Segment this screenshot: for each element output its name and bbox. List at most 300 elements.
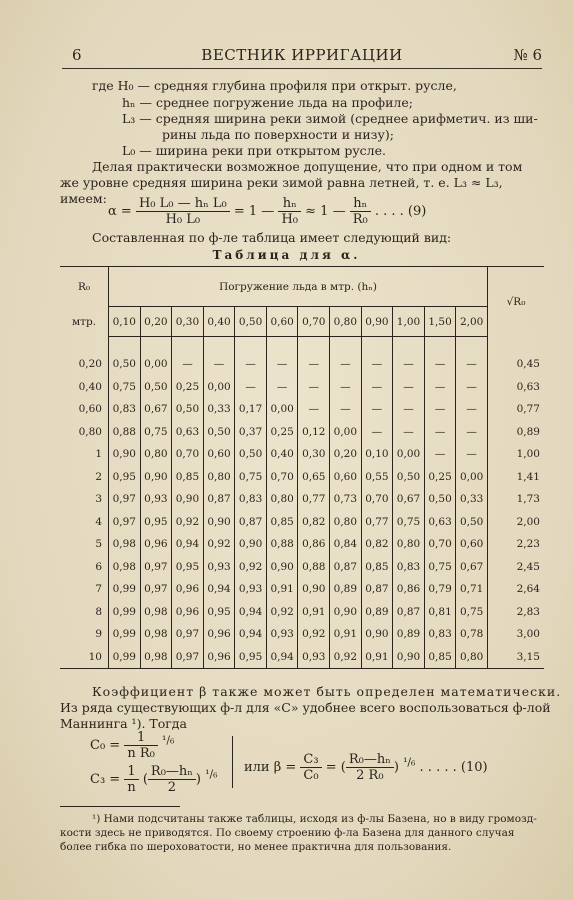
def-continuation: рины льда по поверхности и низу);: [162, 127, 394, 142]
numerator: hₙ: [350, 196, 371, 212]
table-row: [60, 511, 544, 534]
table-cell: 0,10: [361, 443, 393, 466]
column-header: 0,60: [266, 307, 298, 337]
table-row: [60, 556, 544, 579]
table-cell: 0,83: [424, 623, 456, 646]
def-dash: —: [139, 143, 152, 158]
table-cell: 0,80: [203, 466, 235, 489]
table-cell: 0,98: [140, 623, 172, 646]
fraction: [148, 764, 196, 795]
table-cell: 0,50: [393, 466, 425, 489]
row-r0: 3: [60, 488, 109, 511]
table-cell: 0,86: [298, 533, 330, 556]
table-cell: —: [361, 376, 393, 399]
text-line: Коэффициент β также может быть определен математически.: [92, 684, 562, 699]
table-cell: 0,89: [330, 578, 362, 601]
table-cell: 0,75: [456, 601, 488, 624]
table-cell: 0,92: [172, 511, 204, 534]
table-row: [60, 353, 544, 376]
def-symbol: L₀: [122, 143, 136, 158]
table-cell: 0,50: [456, 511, 488, 534]
fraction: [124, 730, 158, 761]
formula-lhs: α =: [108, 204, 132, 219]
table-body: [60, 267, 544, 669]
table-row: [60, 533, 544, 556]
formula-c3: C₃ = $\frac{1}{n}$ ( $\frac{\text{R₀—hₙ}}{2}$ ) $^{^1/_6}$: [90, 764, 218, 795]
table-cell: 0,90: [361, 623, 393, 646]
table-cell: 0,87: [330, 556, 362, 579]
table-cell: 0,50: [424, 488, 456, 511]
table-cell: 0,94: [266, 646, 298, 669]
table-cell: 0,60: [330, 466, 362, 489]
table-cell: —: [361, 398, 393, 421]
table-cell: 0,98: [140, 646, 172, 669]
table-cell: 0,33: [456, 488, 488, 511]
table-cell: 0,94: [235, 601, 267, 624]
row-root: 1,73: [516, 493, 540, 506]
table-cell: —: [361, 421, 393, 444]
text-line: Из ряда существующих ф-л для «C» удобнее всего воспользоваться ф-лой: [60, 700, 551, 715]
table-cell: 0,98: [109, 533, 141, 556]
table-row: [60, 443, 544, 466]
table-cell: 0,80: [393, 533, 425, 556]
table-cell: 0,70: [361, 488, 393, 511]
denominator: n: [127, 780, 136, 795]
table-cell: 0,96: [203, 623, 235, 646]
table-cell: 0,73: [330, 488, 362, 511]
table-cell: —: [456, 421, 488, 444]
table-cell: —: [330, 398, 362, 421]
equation-number: . . . . . (10): [419, 760, 488, 775]
table-cell: 0,93: [266, 623, 298, 646]
row-r0: 5: [60, 533, 109, 556]
table-cell: 0,97: [172, 623, 204, 646]
footnote-line: ¹) Нами подсчитаны также таблицы, исходя из ф-лы Базена, но в виду громозд-: [92, 813, 537, 825]
table-cell: 0,60: [456, 533, 488, 556]
table-cell: 0,95: [203, 601, 235, 624]
table-cell: 0,94: [203, 578, 235, 601]
table-cell: 0,77: [361, 511, 393, 534]
row-r0: 6: [60, 556, 109, 579]
text-line: имеем:: [60, 191, 107, 206]
table-cell: 0,55: [361, 466, 393, 489]
formula-separator: [232, 736, 233, 788]
table-cell: 0,84: [330, 533, 362, 556]
table-cell: —: [330, 353, 362, 376]
table-cell: 0,00: [393, 443, 425, 466]
table-cell: 0,92: [235, 556, 267, 579]
table-cell: 0,92: [266, 601, 298, 624]
table-cell: 0,99: [109, 623, 141, 646]
table-cell: 0,30: [298, 443, 330, 466]
table-cell: 0,95: [109, 466, 141, 489]
table-cell: 0,50: [140, 376, 172, 399]
table-cell: 0,97: [172, 646, 204, 669]
r0-unit: мтр.: [60, 307, 109, 337]
table-cell: 0,40: [266, 443, 298, 466]
table-cell: 0,98: [140, 601, 172, 624]
row-r0: 0,40: [60, 376, 109, 399]
row-root: 0,89: [516, 425, 540, 438]
row-r0: 10: [60, 646, 109, 669]
row-root: 1,00: [516, 448, 540, 461]
table-cell: 0,00: [266, 398, 298, 421]
table-cell: 0,99: [109, 601, 141, 624]
table-caption: Таблица для α.: [212, 248, 361, 262]
table-cell: 0,94: [235, 623, 267, 646]
column-header: 0,50: [235, 307, 267, 337]
table-cell: 0,00: [456, 466, 488, 489]
table-cell: 0,80: [140, 443, 172, 466]
table-cell: 0,97: [140, 578, 172, 601]
table-cell: —: [266, 353, 298, 376]
table-cell: 0,85: [266, 511, 298, 534]
row-r0: 4: [60, 511, 109, 534]
table-intro: Составленная по ф-ле таблица имеет следующий вид:: [92, 230, 452, 245]
table-cell: —: [361, 353, 393, 376]
group-header: Погружение льда в мтр. (hₙ): [109, 267, 488, 307]
table-cell: 0,63: [424, 511, 456, 534]
row-r0: 0,60: [60, 398, 109, 421]
table-cell: 0,97: [140, 556, 172, 579]
formula-op: =: [325, 760, 337, 775]
table-cell: 0,90: [330, 601, 362, 624]
table-cell: 0,90: [109, 443, 141, 466]
table-cell: 0,90: [203, 511, 235, 534]
column-header: 2,00: [456, 307, 488, 337]
table-cell: 0,70: [266, 466, 298, 489]
table-cell: 0,94: [172, 533, 204, 556]
table-cell: 0,25: [172, 376, 204, 399]
footnote: [60, 812, 546, 854]
row-r0: 0,20: [60, 353, 109, 376]
table-cell: 0,80: [330, 511, 362, 534]
text-line: Делая практически возможное допущение, что при одном и том: [92, 159, 523, 174]
fraction: [300, 752, 321, 783]
table-cell: 0,90: [298, 578, 330, 601]
table-row: [60, 398, 544, 421]
table-row: [60, 376, 544, 399]
table-cell: 0,95: [235, 646, 267, 669]
row-r0: 1: [60, 443, 109, 466]
formula-lhs: или β =: [244, 760, 297, 775]
page-number: 6: [72, 46, 82, 64]
numerator: H₀ L₀ — hₙ L₀: [136, 196, 230, 212]
numerator: 1: [124, 764, 138, 780]
row-root: 2,83: [516, 605, 540, 618]
table-cell: 0,83: [109, 398, 141, 421]
journal-title: ВЕСТНИК ИРРИГАЦИИ: [201, 46, 403, 64]
denominator: H₀ L₀: [165, 212, 201, 227]
def-prefix: где: [92, 78, 114, 93]
table-cell: 0,83: [235, 488, 267, 511]
exponent: ¹/₆: [205, 767, 218, 781]
fraction: [346, 752, 394, 783]
column-header: 0,20: [140, 307, 172, 337]
table-cell: 0,00: [140, 353, 172, 376]
table-cell: 0,93: [298, 646, 330, 669]
table-cell: 0,82: [298, 511, 330, 534]
table-cell: 0,81: [424, 601, 456, 624]
numerator: C₃: [300, 752, 321, 768]
table-cell: 0,00: [203, 376, 235, 399]
denominator: 2 R₀: [356, 768, 384, 783]
table-cell: 0,97: [109, 511, 141, 534]
table-cell: 0,75: [235, 466, 267, 489]
table-cell: 0,87: [361, 578, 393, 601]
formula-op: ≈ 1 —: [305, 204, 346, 219]
table-row: [60, 601, 544, 624]
row-r0: 9: [60, 623, 109, 646]
table-cell: 0,96: [203, 646, 235, 669]
table-cell: 0,95: [140, 511, 172, 534]
table-cell: 0,87: [235, 511, 267, 534]
table-cell: 0,50: [172, 398, 204, 421]
table-cell: —: [298, 376, 330, 399]
row-r0: 7: [60, 578, 109, 601]
fraction: [278, 196, 301, 227]
table-cell: 0,85: [361, 556, 393, 579]
table-cell: —: [424, 376, 456, 399]
table-cell: 0,65: [298, 466, 330, 489]
table-row: [60, 488, 544, 511]
def-text: средняя глубина профиля при открыт. русле,: [154, 78, 457, 93]
table-cell: 0,86: [393, 578, 425, 601]
header-rule: [62, 68, 542, 69]
table-cell: —: [456, 443, 488, 466]
table-cell: 0,93: [235, 578, 267, 601]
table-cell: 0,91: [298, 601, 330, 624]
table-row: [60, 623, 544, 646]
table-cell: 0,96: [172, 578, 204, 601]
column-header: 0,30: [172, 307, 204, 337]
table-cell: —: [424, 398, 456, 421]
row-root: 3,15: [488, 646, 545, 669]
fraction: [350, 196, 371, 227]
column-header: 0,80: [330, 307, 362, 337]
def-dash: —: [139, 95, 152, 110]
table-cell: 0,90: [266, 556, 298, 579]
table-cell: 0,50: [203, 421, 235, 444]
table-cell: 0,79: [424, 578, 456, 601]
table-cell: —: [393, 353, 425, 376]
table-cell: —: [424, 443, 456, 466]
text-line: же уровне средняя ширина реки зимой равна летней, т. е. L₃ ≈ L₃,: [60, 175, 503, 190]
table-cell: —: [424, 353, 456, 376]
column-header: 0,40: [203, 307, 235, 337]
table-cell: 0,90: [393, 646, 425, 669]
table-cell: —: [298, 398, 330, 421]
formula-10: или β = $\frac{\text{C₃}}{\text{C₀}}$ = ( $\frac{\text{R₀—hₙ}}{\text{2 R₀}}$ ) $^{^1/_6}$ . . . . . (10): [244, 752, 488, 783]
row-r0: 2: [60, 466, 109, 489]
equation-number: . . . . (9): [374, 204, 427, 219]
table-cell: —: [393, 421, 425, 444]
table-cell: 0,99: [109, 578, 141, 601]
def-dash: —: [139, 111, 152, 126]
table-row: [60, 421, 544, 444]
table-cell: —: [203, 353, 235, 376]
table-cell: 0,82: [361, 533, 393, 556]
table-cell: —: [235, 353, 267, 376]
table-cell: 0,85: [172, 466, 204, 489]
table-row: [60, 578, 544, 601]
table-cell: 0,83: [393, 556, 425, 579]
table-cell: 0,17: [235, 398, 267, 421]
table-cell: 0,70: [424, 533, 456, 556]
table-cell: 0,91: [330, 623, 362, 646]
table-cell: 0,75: [424, 556, 456, 579]
table-cell: 0,67: [393, 488, 425, 511]
table-cell: —: [424, 421, 456, 444]
numerator: R₀—hₙ: [346, 752, 394, 768]
table-cell: 0,89: [393, 623, 425, 646]
table-cell: —: [456, 376, 488, 399]
table-cell: 0,96: [172, 601, 204, 624]
table-cell: 0,87: [393, 601, 425, 624]
row-root: 2,00: [516, 515, 540, 528]
table-cell: 0,92: [203, 533, 235, 556]
row-root: 2,64: [516, 583, 540, 596]
table-cell: 0,88: [266, 533, 298, 556]
column-header: 0,10: [109, 307, 141, 337]
formula-lhs: C₃ =: [90, 772, 121, 787]
table-cell: 0,25: [266, 421, 298, 444]
page-header: [62, 40, 542, 66]
table-cell: —: [235, 376, 267, 399]
column-header: 1,50: [424, 307, 456, 337]
table-cell: —: [172, 353, 204, 376]
formula-c0: [90, 730, 174, 761]
denominator: 2: [167, 780, 177, 795]
table-cell: —: [456, 353, 488, 376]
table-cell: 0,93: [203, 556, 235, 579]
numerator: hₙ: [278, 196, 301, 212]
table-cell: 0,67: [140, 398, 172, 421]
footnote-line: более гибка по шероховатости, но менее практична для пользования.: [60, 841, 452, 853]
exponent: ¹/₆: [161, 733, 175, 747]
formula-lhs: C₀ =: [90, 738, 121, 753]
def-text: среднее погружение льда на профиле;: [155, 95, 413, 110]
table-cell: 0,89: [361, 601, 393, 624]
table-cell: 0,80: [456, 646, 488, 669]
table-cell: —: [456, 398, 488, 421]
table-cell: 0,70: [172, 443, 204, 466]
table-cell: 0,20: [330, 443, 362, 466]
denominator: C₀: [303, 768, 319, 783]
table-cell: —: [266, 376, 298, 399]
denominator: R₀: [352, 212, 368, 227]
footnote-rule: [60, 806, 180, 807]
table-cell: 0,98: [109, 556, 141, 579]
numerator: R₀—hₙ: [148, 764, 196, 780]
table-cell: 0,95: [172, 556, 204, 579]
def-text: ширина реки при открытом русле.: [155, 143, 386, 158]
table-cell: 0,99: [109, 646, 141, 669]
table-cell: 0,12: [298, 421, 330, 444]
def-symbol: hₙ: [122, 95, 136, 110]
exponent: ¹/₆: [403, 755, 416, 769]
table-cell: 0,25: [424, 466, 456, 489]
table-cell: 0,37: [235, 421, 267, 444]
table-cell: 0,75: [140, 421, 172, 444]
table-cell: —: [393, 376, 425, 399]
column-header: 0,90: [361, 307, 393, 337]
table-cell: —: [393, 398, 425, 421]
def-dash: —: [137, 78, 151, 93]
table-cell: 0,91: [361, 646, 393, 669]
table-cell: 0,78: [456, 623, 488, 646]
table-row: [60, 646, 544, 669]
table-cell: 0,91: [266, 578, 298, 601]
table-cell: 0,50: [109, 353, 141, 376]
table-cell: 0,77: [298, 488, 330, 511]
def-text: средняя ширина реки зимой (среднее арифметич. из ши-: [155, 111, 538, 126]
issue-number: № 6: [513, 46, 542, 64]
table-cell: 0,67: [456, 556, 488, 579]
table-cell: —: [298, 353, 330, 376]
table-cell: 0,97: [109, 488, 141, 511]
footnote-line: кости здесь не приводятся. По своему строению ф-ла Базена для данного случая: [60, 827, 515, 839]
table-cell: 0,87: [203, 488, 235, 511]
table-cell: 0,75: [109, 376, 141, 399]
row-root: 2,45: [516, 560, 540, 573]
table-cell: 0,92: [298, 623, 330, 646]
column-header: 1,00: [393, 307, 425, 337]
def-symbol: L₃: [122, 111, 136, 126]
row-r0: 0,80: [60, 421, 109, 444]
alpha-table: [60, 266, 544, 669]
table-cell: 0,50: [235, 443, 267, 466]
r0-header: R₀: [60, 267, 109, 307]
formula-9: [108, 196, 426, 227]
root-header: √R₀: [488, 267, 545, 337]
table-row: [60, 466, 544, 489]
table-cell: 0,80: [266, 488, 298, 511]
table-cell: 0,96: [140, 533, 172, 556]
table-cell: 0,60: [203, 443, 235, 466]
text-line: Маннинга ¹). Тогда: [60, 716, 187, 731]
row-root: 2,23: [516, 538, 540, 551]
fraction: [124, 764, 138, 795]
row-root: 1,41: [516, 470, 540, 483]
column-header: 0,70: [298, 307, 330, 337]
formula-op: = 1 —: [233, 204, 275, 219]
table-cell: 0,85: [424, 646, 456, 669]
table-cell: 0,88: [109, 421, 141, 444]
row-root: 0,77: [516, 403, 540, 416]
fraction: [136, 196, 230, 227]
row-r0: 8: [60, 601, 109, 624]
table-cell: 0,90: [172, 488, 204, 511]
denominator: n R₀: [127, 746, 155, 761]
table-cell: 0,93: [140, 488, 172, 511]
table-cell: 0,63: [172, 421, 204, 444]
denominator: H₀: [281, 212, 298, 227]
table-cell: —: [330, 376, 362, 399]
table-cell: 0,75: [393, 511, 425, 534]
table-cell: 0,33: [203, 398, 235, 421]
table-cell: 0,71: [456, 578, 488, 601]
table-cell: 0,00: [330, 421, 362, 444]
table-cell: 0,92: [330, 646, 362, 669]
row-root: 3,00: [516, 628, 540, 641]
def-symbol: H₀: [117, 78, 134, 93]
row-root: 0,45: [516, 358, 540, 371]
table-cell: 0,90: [235, 533, 267, 556]
row-root: 0,63: [516, 380, 540, 393]
table-cell: 0,88: [298, 556, 330, 579]
numerator: 1: [124, 730, 158, 746]
